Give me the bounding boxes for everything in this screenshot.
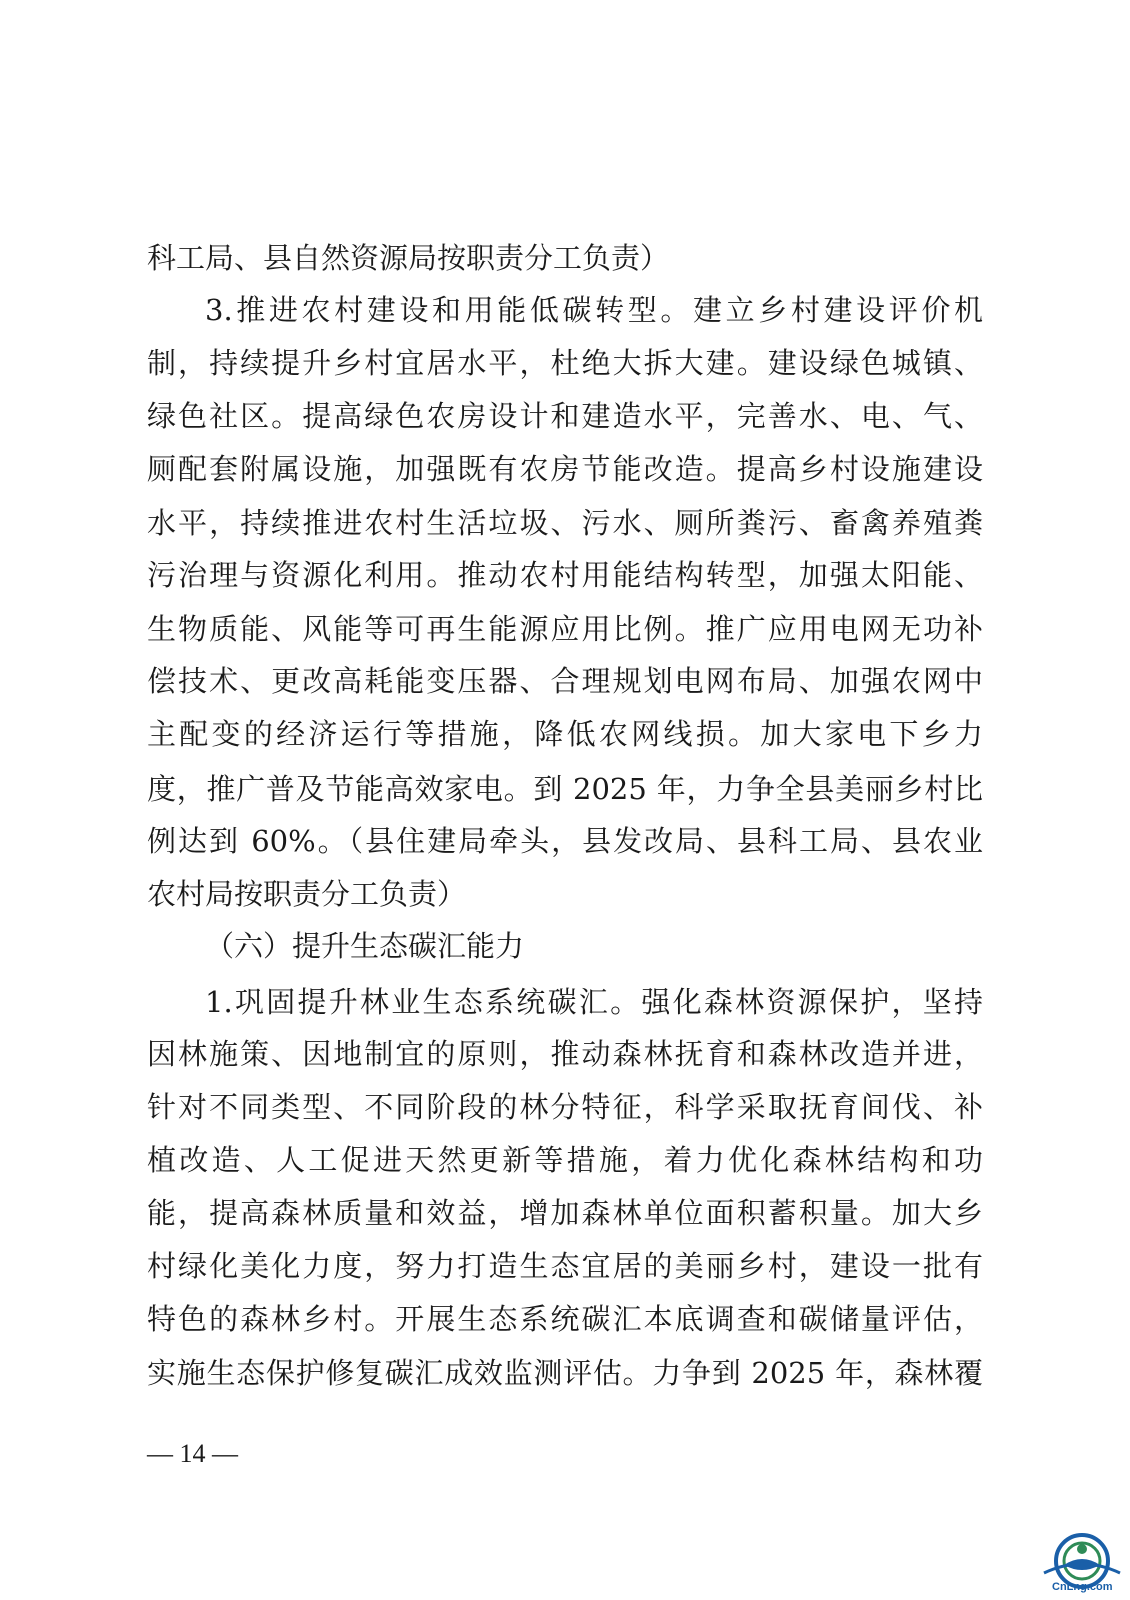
watermark-text: CnLng.com xyxy=(1052,1581,1113,1593)
page-number: — 14 — xyxy=(147,1439,238,1468)
body-text-line: 主配变的经济运行等措施，降低农网线损。加大家电下乡力 xyxy=(147,717,983,751)
body-text-line: 厕配套附属设施，加强既有农房节能改造。提高乡村设施建设 xyxy=(147,452,983,486)
body-text-line: 度，推广普及节能高效家电。到 2025 年，力争全县美丽乡村比 xyxy=(147,772,983,806)
body-text-line: 因林施策、因地制宜的原则，推动森林抚育和森林改造并进， xyxy=(147,1037,983,1071)
body-text-line: 针对不同类型、不同阶段的林分特征，科学采取抚育间伐、补 xyxy=(147,1090,983,1124)
body-text-line: 村绿化美化力度，努力打造生态宜居的美丽乡村，建设一批有 xyxy=(147,1249,983,1283)
paragraph-start-line: 3.推进农村建设和用能低碳转型。建立乡村建设评价机 xyxy=(205,293,983,327)
paragraph-start-line: 1.巩固提升林业生态系统碳汇。强化森林资源保护，坚持 xyxy=(205,985,983,1019)
body-text-line: 能，提高森林质量和效益，增加森林单位面积蓄积量。加大乡 xyxy=(147,1196,983,1230)
body-text-line: 实施生态保护修复碳汇成效监测评估。力争到 2025 年，森林覆 xyxy=(147,1356,983,1390)
body-text-line: 特色的森林乡村。开展生态系统碳汇本底调查和碳储量评估， xyxy=(147,1302,983,1336)
body-text-line: 污治理与资源化利用。推动农村用能结构转型，加强太阳能、 xyxy=(147,558,983,592)
body-text-line: 绿色社区。提高绿色农房设计和建造水平，完善水、电、气、 xyxy=(147,399,983,433)
body-text-line: 例达到 60%。（县住建局牵头，县发改局、县科工局、县农业 xyxy=(147,824,983,858)
body-text-line: 制，持续提升乡村宜居水平，杜绝大拆大建。建设绿色城镇、 xyxy=(147,346,983,380)
body-text-line: 农村局按职责分工负责） xyxy=(147,877,467,911)
section-heading: （六）提升生态碳汇能力 xyxy=(205,929,525,963)
body-text-line: 偿技术、更改高耗能变压器、合理规划电网布局、加强农网中 xyxy=(147,664,983,698)
body-text-line: 生物质能、风能等可再生能源应用比例。推广应用电网无功补 xyxy=(147,612,983,646)
body-text-line: 水平，持续推进农村生活垃圾、污水、厕所粪污、畜禽养殖粪 xyxy=(147,506,983,540)
body-text-line: 科工局、县自然资源局按职责分工负责） xyxy=(147,241,670,275)
body-text-line: 植改造、人工促进天然更新等措施，着力优化森林结构和功 xyxy=(147,1143,983,1177)
